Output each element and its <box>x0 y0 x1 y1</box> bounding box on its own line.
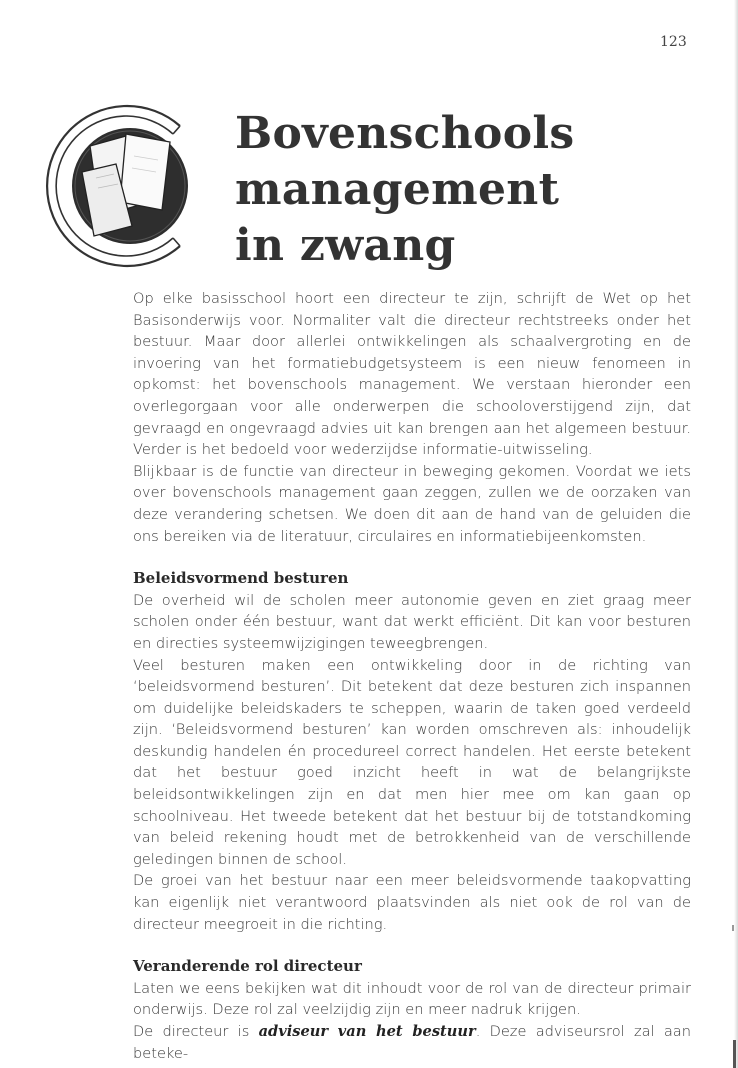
emphasis-adviseur: adviseur van het bestuur <box>258 1023 476 1040</box>
binding-edge-mark <box>733 1040 736 1068</box>
section2-p2-start: De directeur is <box>133 1023 259 1040</box>
section1-paragraph-3: De groei van het bestuur naar een meer beleidsvormende taakopvatting kan eigenlijk niet verantwoord plaatsvinden als niet ook de rol van de directeur meegroeit in die richting. <box>133 872 691 933</box>
section1-paragraph-1: De overheid wil de scholen meer autonomie geven en ziet graag meer scholen onder één bestuur, want dat werkt efficiënt. Dit kan voor besturen en directies systeemwijzigingen teweegbrengen. <box>133 591 691 652</box>
section-heading-beleidsvormend: Beleidsvormend besturen <box>133 569 349 588</box>
intro-paragraph-1: Op elke basisschool hoort een directeur te zijn, schrijft de Wet op het Basisonderwijs voor. Normaliter valt die directeur rechtstreeks onder het bestuur. Maar door allerlei ontwikkelingen als schaalvergroting en de invoering van het formatiebudgetsysteem is een nieuw fenomeen in opkomst: het bovenschools management. We verstaan hieronder een overlegorgaan voor alle onderwerpen die schooloverstijgend zijn, dat gevraagd en ongevraagd advies uit kan brengen aan het algemeen bestuur. Verder is het bedoeld voor wederzijdse informatie-uitwisseling. <box>133 290 691 459</box>
article-body <box>133 288 691 1064</box>
title-line-3: in zwang <box>235 220 456 271</box>
title-line-1: Bovenschools <box>235 108 575 159</box>
chapter-logo <box>30 98 200 274</box>
margin-mark <box>732 925 734 931</box>
section1-paragraph-2: Veel besturen maken een ontwikkeling door in de richting van ‘beleidsvormend besturen’. Dit betekent dat deze besturen zich inspannen om duidelijke beleidskaders te scheppen, waarin de taken goed verdeeld zijn. ‘Beleidsvormend besturen’ kan worden omschreven als: inhoudelijk deskundig handelen én procedureel correct handelen. Het eerste betekent dat het bestuur goed inzicht heeft in wat de belangrijkste beleidsontwikkelingen zijn en dat men hier mee om kan gaan op schoolniveau. Het tweede betekent dat het bestuur bij de totstandkoming van beleid rekening houdt met de betrokkenheid van de verschillende geledingen binnen de school. <box>133 656 691 868</box>
page-edge <box>734 0 738 1068</box>
title-line-2: management <box>235 164 560 215</box>
chapter-title <box>235 106 574 274</box>
section2-paragraph-2 <box>133 1021 691 1064</box>
intro-paragraph-2: Blijkbaar is de functie van directeur in beweging gekomen. Voordat we iets over bovenschools management gaan zeggen, zullen we de oorzaken van deze verandering schetsen. We doen dit aan de hand van de geluiden die ons bereiken via de literatuur, circulaires en informatiebijeenkomsten. <box>133 462 691 545</box>
section-heading-veranderende-rol: Veranderende rol directeur <box>133 957 362 976</box>
section2-paragraph-1: Laten we eens bekijken wat dit inhoudt voor de rol van de directeur primair onderwijs. Deze rol zal veelzijdig zijn en meer nadruk krijgen. <box>133 979 691 1019</box>
section2-p2-end: . Deze adviseursrol zal aan beteke- <box>133 1023 691 1062</box>
page-number: 123 <box>660 34 687 50</box>
